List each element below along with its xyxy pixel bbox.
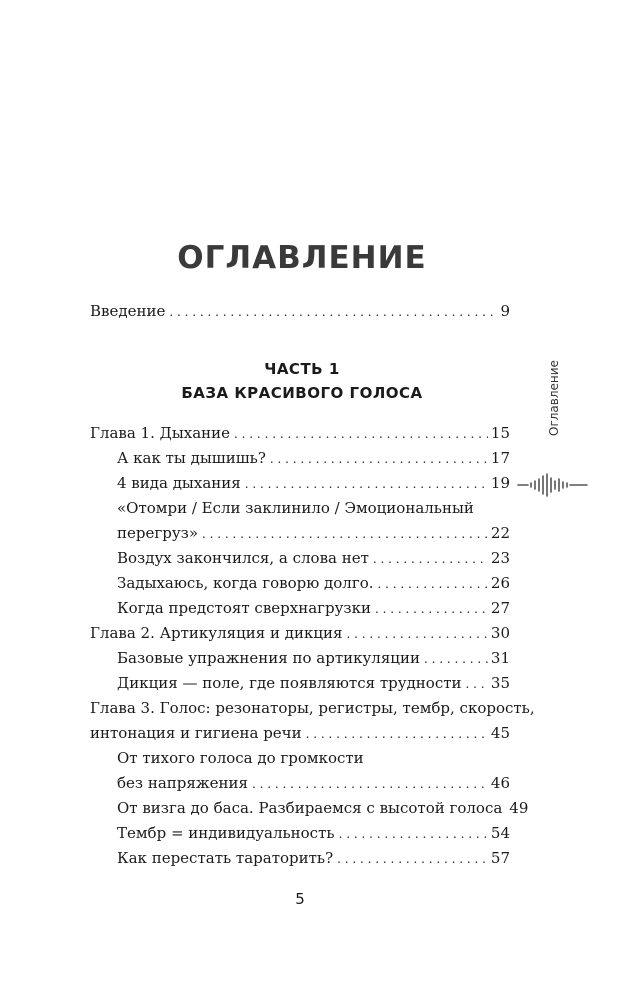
dot-leader (466, 671, 488, 697)
toc-entry-title: Глава 2. Артикуляция и дикция (90, 624, 343, 642)
toc-entry-page: 26 (490, 574, 510, 592)
part-label: ЧАСТЬ 1 (264, 360, 340, 378)
toc-entry-intro[interactable] (90, 299, 510, 324)
dot-leader (270, 446, 488, 472)
toc-entry-title: Задыхаюсь, когда говорю долго. (117, 574, 374, 592)
toc-entry-title: без напряжения (117, 774, 248, 792)
toc-entry-title: От визга до баса. Разбираемся с высотой голоса (117, 799, 503, 817)
toc-section[interactable] (117, 771, 510, 796)
toc-entry-title: Когда предстоят сверхнагрузки (117, 599, 371, 617)
toc-entry-title: Тембр = индивидуальность (117, 824, 335, 842)
toc-section[interactable] (117, 571, 510, 596)
dot-leader (339, 821, 488, 847)
toc-entry-title: интонация и гигиена речи (90, 724, 302, 742)
toc-entry-page: 17 (490, 449, 510, 467)
dot-leader (375, 596, 488, 622)
toc-entry-page: 15 (490, 424, 510, 442)
dot-leader (337, 846, 488, 872)
toc-section[interactable] (117, 546, 510, 571)
toc-entry-page: 46 (490, 774, 510, 792)
dot-leader (373, 546, 488, 572)
dot-leader (245, 471, 488, 497)
toc-section[interactable] (117, 821, 510, 846)
dot-leader (234, 421, 488, 447)
dot-leader (306, 721, 488, 747)
toc-chapter-3-line1: Глава 3. Голос: резонаторы, регистры, тембр, скорость, (90, 699, 535, 717)
toc-chapter-3[interactable] (90, 721, 510, 746)
toc-entry-page: 49 (509, 799, 529, 817)
toc-entry-page: 27 (490, 599, 510, 617)
running-header-side: Оглавление (547, 360, 561, 436)
part-title: БАЗА КРАСИВОГО ГОЛОСА (181, 384, 423, 402)
toc-entry-title: Глава 1. Дыхание (90, 424, 231, 442)
dot-leader (169, 299, 497, 325)
toc-entry-page: 31 (490, 649, 510, 667)
toc-section[interactable] (117, 521, 510, 546)
toc-entry-title: Дикция — поле, где появляются трудности (117, 674, 462, 692)
toc-section-line1: «Отомри / Если заклинило / Эмоциональный (117, 499, 474, 517)
page-title: ОГЛАВЛЕНИЕ (177, 240, 427, 276)
dot-leader (424, 646, 488, 672)
toc-section[interactable] (117, 471, 510, 496)
toc-entry-title: Введение (90, 302, 166, 320)
dot-leader (346, 621, 487, 647)
toc-entry-page: 54 (490, 824, 510, 842)
toc-entry-page: 57 (490, 849, 510, 867)
toc-section[interactable] (117, 671, 510, 696)
toc-entry-page: 23 (490, 549, 510, 567)
toc-section-line1: От тихого голоса до громкости (117, 749, 364, 767)
toc-chapter-2[interactable] (90, 621, 510, 646)
dot-leader (202, 521, 488, 547)
toc-entry-page: 22 (490, 524, 510, 542)
toc-entry-title: перегруз» (117, 524, 198, 542)
toc-section[interactable] (117, 446, 510, 471)
toc-entry-title: Базовые упражнения по артикуляции (117, 649, 420, 667)
toc-chapter-1[interactable] (90, 421, 510, 446)
toc-entry-title: Как перестать тараторить? (117, 849, 334, 867)
toc-entry-title: Воздух закончился, а слова нет (117, 549, 369, 567)
toc-section[interactable] (117, 646, 510, 671)
toc-entry-page: 30 (490, 624, 510, 642)
dot-leader (252, 771, 488, 797)
toc-entry-title: А как ты дышишь? (117, 449, 266, 467)
sound-wave-icon (515, 470, 590, 500)
toc-entry-page: 35 (490, 674, 510, 692)
toc-entry-page: 9 (500, 302, 510, 320)
toc-section[interactable] (117, 796, 529, 821)
toc-section[interactable] (117, 846, 510, 871)
toc-section[interactable] (117, 596, 510, 621)
toc-entry-title: 4 вида дыхания (117, 474, 241, 492)
page-number: 5 (295, 890, 305, 908)
toc-entry-page: 19 (490, 474, 510, 492)
dot-leader (378, 571, 488, 597)
toc-entry-page: 45 (490, 724, 510, 742)
